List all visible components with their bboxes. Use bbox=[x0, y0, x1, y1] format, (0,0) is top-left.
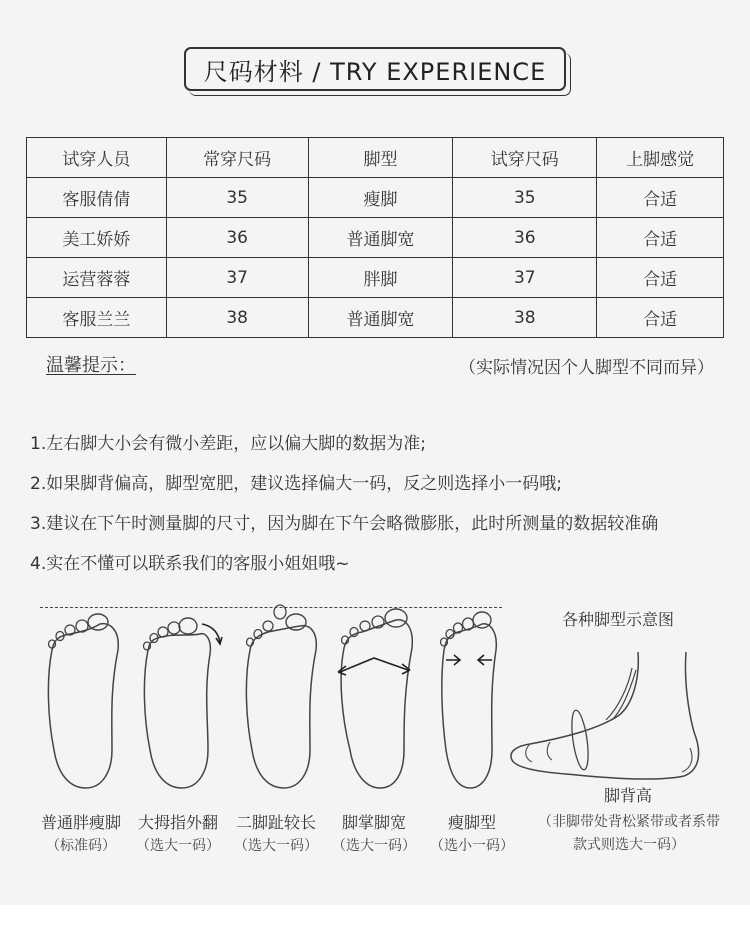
foot-label-slim: 瘦脚型 bbox=[447, 813, 496, 832]
col-header-foot-type: 脚型 bbox=[308, 138, 453, 178]
cell-usual-size: 35 bbox=[166, 178, 308, 218]
bunion-foot-icon bbox=[136, 610, 226, 792]
cell-feel: 合适 bbox=[597, 178, 724, 218]
cell-feel: 合适 bbox=[597, 298, 724, 338]
bottom-margin bbox=[0, 905, 750, 933]
tip-line: 2.如果脚背偏高，脚型宽肥，建议选择偏大一码，反之则选择小一码哦; bbox=[30, 474, 562, 494]
col-header-tester: 试穿人员 bbox=[27, 138, 167, 178]
cell-tester: 客服倩倩 bbox=[27, 178, 167, 218]
foot-label-normal: 普通胖瘦脚 bbox=[40, 813, 121, 832]
table-row bbox=[27, 258, 724, 298]
cell-tester: 美工娇娇 bbox=[27, 218, 167, 258]
table-row bbox=[27, 178, 724, 218]
col-header-feel: 上脚感觉 bbox=[597, 138, 724, 178]
foot-label-long-toe: 二脚趾较长 bbox=[235, 813, 316, 832]
cell-try-size: 37 bbox=[453, 258, 597, 298]
foot-side-view-icon bbox=[506, 640, 726, 790]
cell-usual-size: 36 bbox=[166, 218, 308, 258]
foot-label-wide: 脚掌脚宽 bbox=[341, 813, 406, 832]
fitting-table bbox=[26, 137, 724, 338]
diagram-title: 各种脚型示意图 bbox=[562, 610, 675, 629]
tip-line: 4.实在不懂可以联系我们的客服小姐姐哦~ bbox=[30, 554, 350, 574]
foot-sub-bunion: （选大一码） bbox=[136, 838, 220, 854]
col-header-usual-size: 常穿尺码 bbox=[166, 138, 308, 178]
col-header-try-size: 试穿尺码 bbox=[453, 138, 597, 178]
cell-feel: 合适 bbox=[597, 218, 724, 258]
cell-try-size: 35 bbox=[453, 178, 597, 218]
title-frame bbox=[184, 47, 566, 91]
table-row bbox=[27, 218, 724, 258]
cell-foot-type: 普通脚宽 bbox=[308, 298, 453, 338]
tips-list bbox=[30, 430, 658, 590]
foot-sub-wide: （选大一码） bbox=[332, 838, 416, 854]
long-second-toe-foot-icon bbox=[238, 600, 322, 792]
tip-line: 1.左右脚大小会有微小差距，应以偏大脚的数据为准; bbox=[30, 434, 426, 454]
tip-line: 3.建议在下午时测量脚的尺寸，因为脚在下午会略微膨胀，此时所测量的数据较准确 bbox=[30, 514, 659, 534]
foot-sub-slim: （选小一码） bbox=[430, 838, 514, 854]
cell-usual-size: 37 bbox=[166, 258, 308, 298]
table-row bbox=[27, 298, 724, 338]
instep-note: （非脚带处背松紧带或者系带款式则选大一码） bbox=[538, 814, 720, 853]
page-title: 尺码材料 / TRY EXPERIENCE bbox=[203, 57, 547, 86]
cell-try-size: 38 bbox=[453, 298, 597, 338]
foot-sub-long-toe: （选大一码） bbox=[234, 838, 318, 854]
slim-foot-icon bbox=[432, 608, 504, 792]
tips-heading: 温馨提示： bbox=[46, 355, 136, 376]
cell-tester: 运营蓉蓉 bbox=[27, 258, 167, 298]
tips-disclaimer: （实际情况因个人脚型不同而异） bbox=[459, 358, 714, 378]
cell-usual-size: 38 bbox=[166, 298, 308, 338]
wide-foot-icon bbox=[334, 604, 418, 792]
instep-label: 脚背高 bbox=[604, 786, 653, 805]
cell-tester: 客服兰兰 bbox=[27, 298, 167, 338]
cell-try-size: 36 bbox=[453, 218, 597, 258]
table-header-row bbox=[27, 138, 724, 178]
normal-foot-icon bbox=[40, 610, 124, 792]
cell-feel: 合适 bbox=[597, 258, 724, 298]
cell-foot-type: 胖脚 bbox=[308, 258, 453, 298]
cell-foot-type: 瘦脚 bbox=[308, 178, 453, 218]
foot-sub-normal: （标准码） bbox=[46, 838, 116, 854]
cell-foot-type: 普通脚宽 bbox=[308, 218, 453, 258]
foot-label-bunion: 大拇指外翻 bbox=[137, 813, 218, 832]
